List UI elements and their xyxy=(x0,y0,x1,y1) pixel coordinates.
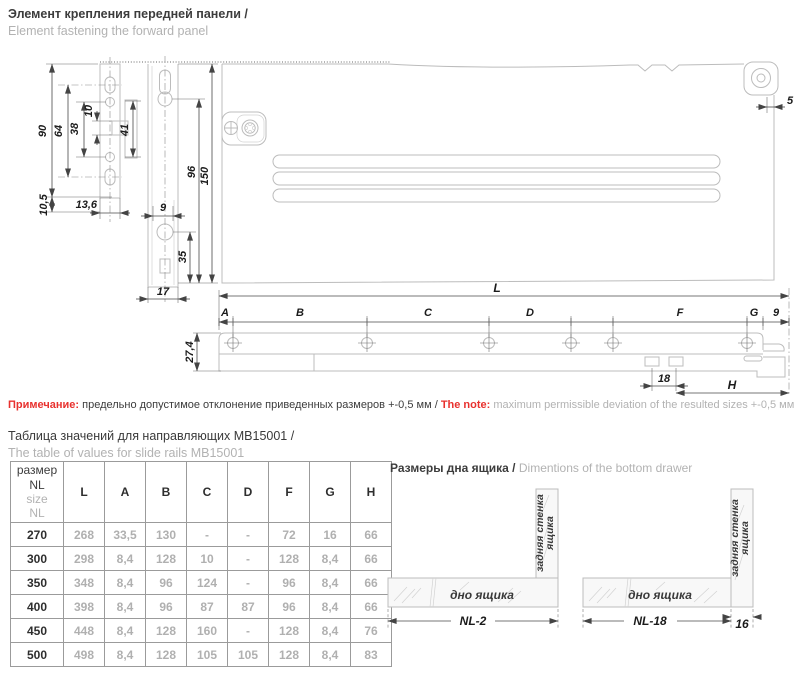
drawer-title-en: Dimentions of the bottom drawer xyxy=(518,461,693,475)
cell-value: 66 xyxy=(351,547,392,571)
cell-value: 66 xyxy=(351,571,392,595)
cell-value: 83 xyxy=(351,643,392,667)
back-wall-label-nl2-2: ящика xyxy=(544,516,556,550)
dim-16-label: 16 xyxy=(735,617,749,631)
cell-size: 400 xyxy=(11,595,64,619)
dim-9-label: 9 xyxy=(159,202,167,214)
cell-value: 72 xyxy=(269,523,310,547)
cell-value: 8,4 xyxy=(105,643,146,667)
note xyxy=(8,399,794,411)
cell-value: 96 xyxy=(269,571,310,595)
seg-D-label: D xyxy=(526,307,534,319)
note-label-en: The note: xyxy=(440,399,491,411)
dim-10-5-label: 10,5 xyxy=(38,194,50,216)
rail-holes xyxy=(224,334,756,352)
cell-value: 8,4 xyxy=(310,619,351,643)
page-title-ru: Элемент крепления передней панели / xyxy=(8,7,248,21)
col-header-C: C xyxy=(187,462,228,523)
table-title-ru: Таблица значений для направляющих MB15001 / xyxy=(8,429,295,443)
cell-value: 124 xyxy=(187,571,228,595)
cell-value: 128 xyxy=(269,619,310,643)
cell-value: 8,4 xyxy=(105,619,146,643)
drawer-title-ru: Размеры дна ящика / xyxy=(390,461,519,475)
cell-value: 8,4 xyxy=(105,547,146,571)
cell-value: 16 xyxy=(310,523,351,547)
back-wall-label-nl18-1: задняя стенка xyxy=(729,499,741,577)
dim-13-6-label: 13,6 xyxy=(75,199,97,211)
cell-value: 66 xyxy=(351,523,392,547)
cell-value: 66 xyxy=(351,595,392,619)
cell-value: 398 xyxy=(64,595,105,619)
cell-value: 128 xyxy=(269,547,310,571)
cell-value: - xyxy=(228,523,269,547)
cell-value: 498 xyxy=(64,643,105,667)
table-title-en: The table of values for slide rails MB15001 xyxy=(8,445,245,460)
seg-B-label: B xyxy=(296,307,304,319)
note-text-en: maximum permissible deviation of the resulted sizes +-0,5 мм xyxy=(490,399,795,411)
col-header-G: G xyxy=(310,462,351,523)
dim-18-label: 18 xyxy=(657,373,671,385)
seg-9-label: 9 xyxy=(772,307,780,319)
page-title xyxy=(8,6,248,40)
cell-value: 105 xyxy=(228,643,269,667)
drawer-bottom-drawings xyxy=(385,483,800,635)
cell-value: - xyxy=(228,571,269,595)
cell-value: 448 xyxy=(64,619,105,643)
col-header-size xyxy=(11,462,64,523)
dim-10-label: 10 xyxy=(83,104,95,118)
col-header-D: D xyxy=(228,462,269,523)
dim-17-label: 17 xyxy=(156,286,170,298)
cell-value: 128 xyxy=(146,619,187,643)
bottom-label-nl2: дно ящика xyxy=(450,588,514,602)
values-table xyxy=(10,461,392,667)
dim-nl2-label: NL-2 xyxy=(459,614,487,628)
cell-value: 96 xyxy=(146,595,187,619)
dim-27-4-label: 27,4 xyxy=(184,341,196,363)
cell-value: 96 xyxy=(146,571,187,595)
cell-value: - xyxy=(228,619,269,643)
dim-150-label: 150 xyxy=(199,166,211,186)
cell-value: 87 xyxy=(187,595,228,619)
cell-value: 8,4 xyxy=(105,571,146,595)
dim-35-label: 35 xyxy=(177,250,189,264)
seg-F-label: F xyxy=(676,307,684,319)
dim-L-label: L xyxy=(493,281,501,295)
seg-G-label: G xyxy=(749,307,759,319)
cell-value: 160 xyxy=(187,619,228,643)
cell-value: 128 xyxy=(146,547,187,571)
drawer-nl18-drawing xyxy=(583,489,761,631)
rail-outline xyxy=(219,333,785,377)
cell-size: 500 xyxy=(11,643,64,667)
col0-line-2: NL xyxy=(29,477,45,492)
drawer-section-title xyxy=(390,461,692,475)
cell-value: 10 xyxy=(187,547,228,571)
table-header-row xyxy=(11,462,392,523)
note-text-ru: предельно допустимое отклонение приведенных размеров +-0,5 мм / xyxy=(79,399,441,411)
cell-size: 270 xyxy=(11,523,64,547)
screw-mount xyxy=(222,112,266,145)
panel-ribs xyxy=(273,155,720,202)
seg-C-label: C xyxy=(424,307,432,319)
note-label-ru: Примечание: xyxy=(8,399,80,411)
page-title-en: Element fastening the forward panel xyxy=(8,23,209,38)
cell-value: 348 xyxy=(64,571,105,595)
dim-38-label: 38 xyxy=(69,122,81,136)
cell-value: 96 xyxy=(269,595,310,619)
dim-96-label: 96 xyxy=(186,165,198,179)
cell-value: 128 xyxy=(269,643,310,667)
dimension-5 xyxy=(756,95,794,113)
cell-size: 350 xyxy=(11,571,64,595)
cell-size: 300 xyxy=(11,547,64,571)
table-row xyxy=(11,595,392,619)
cell-value: - xyxy=(228,547,269,571)
col-header-F: F xyxy=(269,462,310,523)
dim-41-label: 41 xyxy=(119,123,131,137)
cell-value: 8,4 xyxy=(105,595,146,619)
col-header-H: H xyxy=(351,462,392,523)
seg-A-label: A xyxy=(221,307,229,319)
back-wall-label-nl2-1: задняя стенка xyxy=(534,494,546,572)
cell-value: 130 xyxy=(146,523,187,547)
bracket-plate-2 xyxy=(148,56,178,302)
col-header-A: A xyxy=(105,462,146,523)
col0-line-1: размер xyxy=(16,463,58,478)
col-header-B: B xyxy=(146,462,187,523)
cell-value: 87 xyxy=(228,595,269,619)
cell-value: 76 xyxy=(351,619,392,643)
drawer-nl2-drawing xyxy=(388,489,558,628)
cell-value: 8,4 xyxy=(310,547,351,571)
dim-5-label: 5 xyxy=(787,95,794,107)
cell-size: 450 xyxy=(11,619,64,643)
bottom-label-nl18: дно ящика xyxy=(628,588,692,602)
table-row xyxy=(11,643,392,667)
dim-90-label: 90 xyxy=(37,124,49,138)
cell-value: 268 xyxy=(64,523,105,547)
col-header-L: L xyxy=(64,462,105,523)
table-row xyxy=(11,571,392,595)
cell-value: 8,4 xyxy=(310,595,351,619)
cell-value: - xyxy=(187,523,228,547)
cell-value: 8,4 xyxy=(310,643,351,667)
dim-H-label: H xyxy=(727,378,737,392)
cell-value: 128 xyxy=(146,643,187,667)
cell-value: 105 xyxy=(187,643,228,667)
col0-line-3: size xyxy=(26,492,48,506)
table-row xyxy=(11,523,392,547)
cell-value: 8,4 xyxy=(310,571,351,595)
cell-value: 298 xyxy=(64,547,105,571)
table-row xyxy=(11,547,392,571)
table-row xyxy=(11,619,392,643)
cell-value: 33,5 xyxy=(105,523,146,547)
back-wall-label-nl18-2: ящика xyxy=(739,521,751,555)
col0-line-4: NL xyxy=(29,506,45,521)
table-title xyxy=(8,428,294,462)
dim-64-label: 64 xyxy=(53,124,65,138)
dim-nl18-label: NL-18 xyxy=(633,614,667,628)
front-panel-fastening-drawing xyxy=(0,50,800,395)
